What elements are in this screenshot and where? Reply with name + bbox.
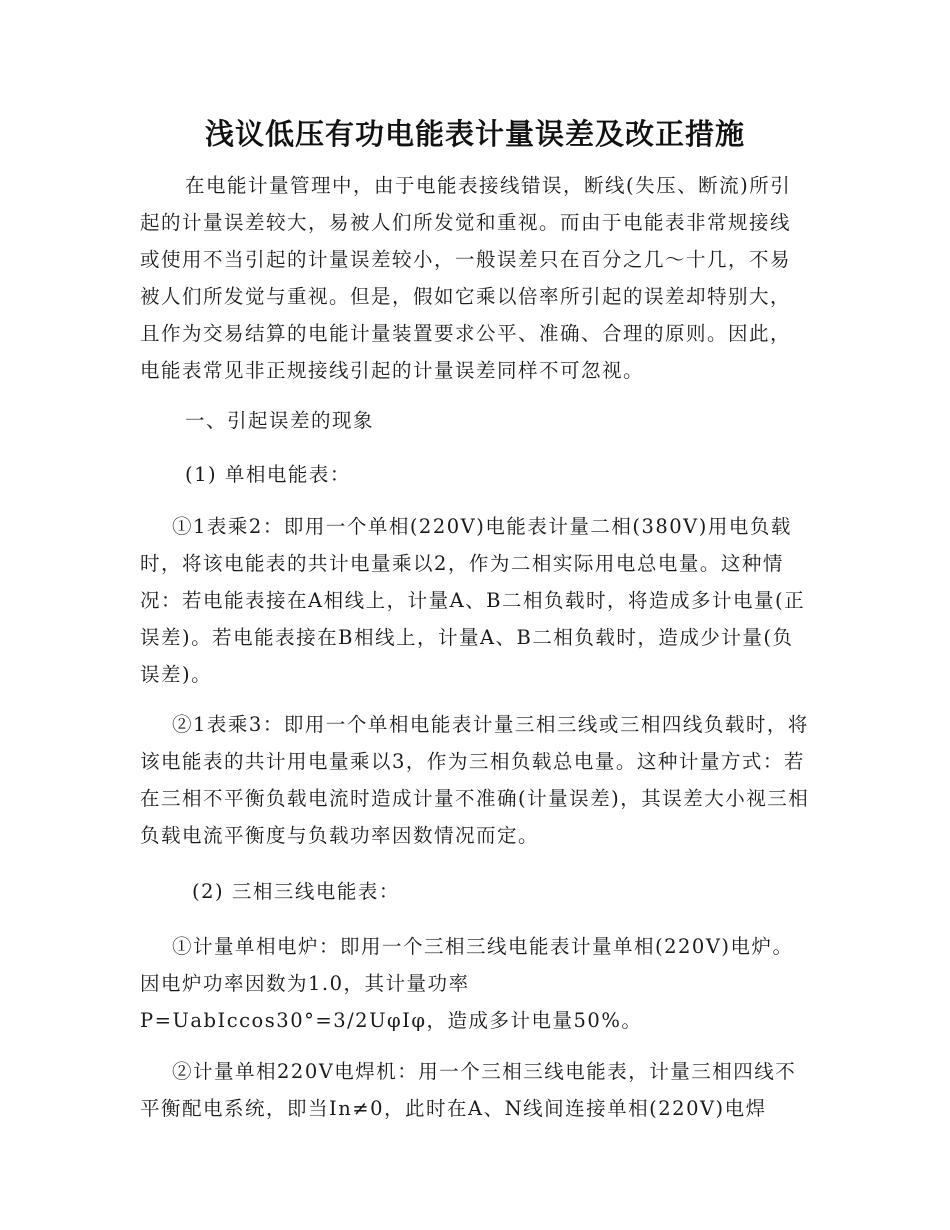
document-title: 浅议低压有功电能表计量误差及改正措施 [204,117,745,151]
subheading-single-phase-meter: (1) 单相电能表： [185,463,351,486]
section-heading-causes: 一、引起误差的现象 [185,409,375,432]
paragraph-item-3-line-1: ①计量单相电炉：即用一个三相三线电能表计量单相(220V)电炉。因电炉功率因数为1.0，其计量功率 [140,935,794,995]
paragraph-item-2: ②1表乘3：即用一个单相电能表计量三相三线或三相四线负载时，将该电能表的共计用电量乘以3，作为三相负载总电量。这种计量方式：若在三相不平衡负载电流时造成计量不准确(计量误差)，其误差大小视三相负载电流平衡度与负载功率因数情况而定。 [140,713,810,847]
paragraph-item-1: ①1表乘2：即用一个单相(220V)电能表计量二相(380V)用电负载时，将该电能表的共计电量乘以2，作为二相实际用电总电量。这种情况：若电能表接在A相线上，计量A、B二相负载时，将造成多计电量(正误差)。若电能表接在B相线上，计量A、B二相负载时，造成少计量(负误差)。 [140,515,806,686]
paragraph-item-3 [140,928,810,1039]
intro-paragraph: 在电能计量管理中，由于电能表接线错误，断线(失压、断流)所引起的计量误差较大，易被人们所发觉和重视。而由于电能表非常规接线或使用不当引起的计量误差较小，一般误差只在百分之几～十几，不易被人们所发觉与重视。但是，假如它乘以倍率所引起的误差却特别大，且作为交易结算的电能计量装置要求公平、准确、合理的原则。因此，电能表常见非正规接线引起的计量误差同样不可忽视。 [140,174,792,382]
paragraph-item-4: ②计量单相220V电焊机：用一个三相三线电能表，计量三相四线不平衡配电系统，即当In≠0，此时在A、N线间连接单相(220V)电焊 [140,1060,797,1120]
paragraph-item-3-line-2: P=UabIccos30°=3/2UφIφ，造成多计电量50%。 [140,1009,643,1032]
subheading-three-phase-three-wire-meter: (2) 三相三线电能表： [192,880,400,903]
